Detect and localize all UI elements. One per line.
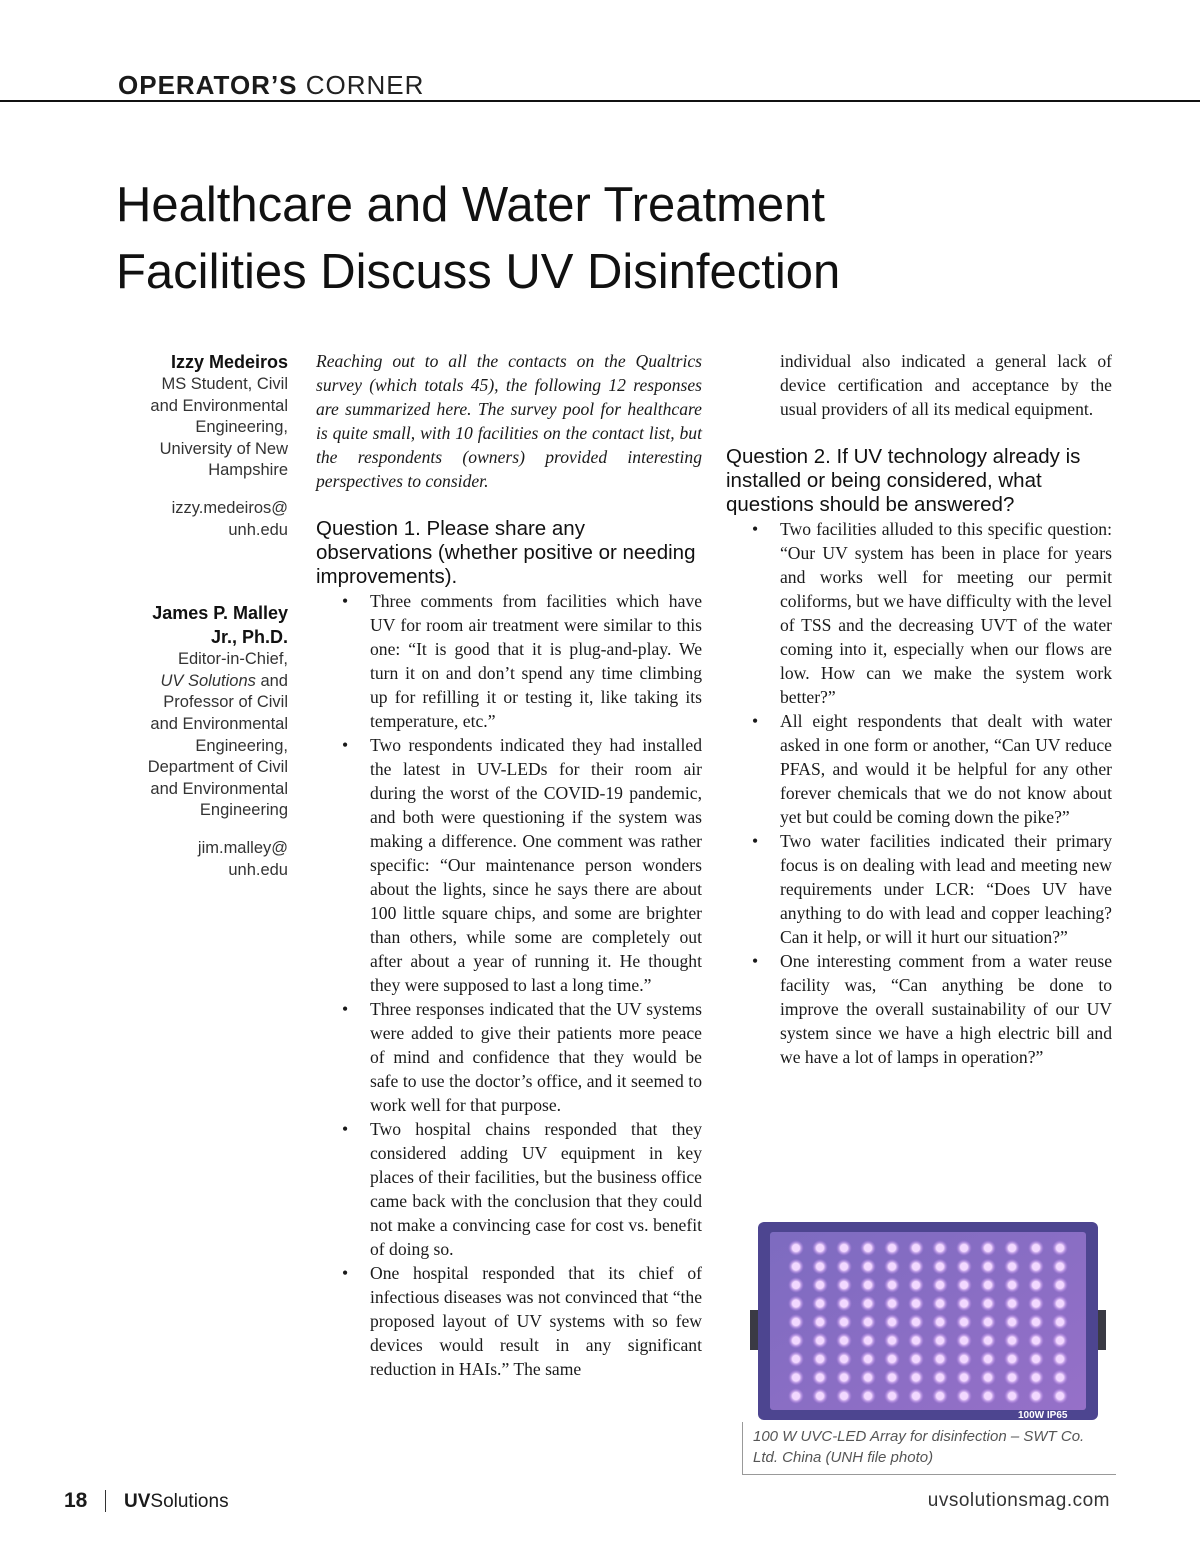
led-chip [1056, 1318, 1063, 1325]
author-2 [100, 601, 288, 881]
section-header-light: CORNER [305, 70, 425, 100]
led-chip [888, 1300, 895, 1307]
list-item: • One interesting comment from a water reuse facility was, “Can anything be done to improve the overall sustainability of our UV system since we have a high electric bill and we have a lot of lamps in operation?” [726, 949, 1112, 1069]
led-chip [840, 1392, 847, 1399]
led-chip [984, 1300, 991, 1307]
author-1-name: Izzy Medeiros [170, 352, 288, 372]
magazine-name [124, 1491, 229, 1513]
list-item: • Two hospital chains responded that they considered adding UV equipment in key places of their facilities, but the business office came back with the conclusion that they could not make a convincing case for cost vs. benefit of doing so. [316, 1117, 702, 1261]
led-chip [1032, 1244, 1039, 1251]
led-chip [1008, 1300, 1015, 1307]
led-chip [1032, 1281, 1039, 1288]
panel-label: 100W IP65 [1018, 1410, 1068, 1421]
led-chip [912, 1318, 919, 1325]
led-chip [840, 1318, 847, 1325]
led-chip [912, 1374, 919, 1381]
author-2-affiliation-line: and Environmental [150, 714, 288, 733]
led-chip [984, 1318, 991, 1325]
led-chip [1056, 1374, 1063, 1381]
led-chip [912, 1392, 919, 1399]
led-chip [888, 1374, 895, 1381]
led-chip [1056, 1300, 1063, 1307]
led-chip [960, 1374, 967, 1381]
led-chip [936, 1300, 943, 1307]
magazine-url[interactable]: uvsolutionsmag.com [927, 1490, 1110, 1511]
led-chip [1008, 1318, 1015, 1325]
led-chip [1056, 1263, 1063, 1270]
led-chip [816, 1300, 823, 1307]
author-1-email-line[interactable]: unh.edu [228, 520, 288, 539]
led-chip [936, 1281, 943, 1288]
list-item: • Two respondents indicated they had installed the latest in UV-LEDs for their room air during the worst of the COVID-19 pandemic, and both were questioning if the system was making a difference. One comment was rather specific: “Our maintenance person wonders about the lights, since he says there are about 100 little square chips, and some are brighter than others, while some are completely out after about a year of running it. He thought they were supposed to last a long time.” [316, 733, 702, 997]
led-chip [816, 1337, 823, 1344]
led-chip [1056, 1337, 1063, 1344]
led-chip [1032, 1355, 1039, 1362]
author-sidebar [100, 350, 288, 899]
author-1-affiliation-line: Engineering, [195, 418, 288, 437]
led-chip [1008, 1392, 1015, 1399]
led-chip [792, 1337, 799, 1344]
led-chip [864, 1374, 871, 1381]
led-chip [816, 1263, 823, 1270]
author-2-email[interactable] [100, 838, 288, 881]
led-chip [984, 1263, 991, 1270]
led-chip [864, 1337, 871, 1344]
led-chip [984, 1374, 991, 1381]
led-chip [912, 1337, 919, 1344]
led-chip [864, 1244, 871, 1251]
magazine-name-light: Solutions [150, 1491, 229, 1512]
led-chip [840, 1355, 847, 1362]
led-chip [864, 1392, 871, 1399]
magazine-name-bold: UV [124, 1491, 151, 1512]
led-chip [984, 1337, 991, 1344]
section-header-bold: OPERATOR’S [118, 70, 298, 100]
led-chip [1056, 1392, 1063, 1399]
header-rule [0, 100, 1200, 102]
author-1 [100, 350, 288, 541]
author-2-affiliation-line: and Environmental [150, 779, 288, 798]
led-chip [1008, 1281, 1015, 1288]
led-chip [1032, 1374, 1039, 1381]
led-chip [912, 1281, 919, 1288]
led-chip [960, 1355, 967, 1362]
led-panel-illustration [748, 1220, 1108, 1422]
led-chip [840, 1374, 847, 1381]
led-chip [888, 1263, 895, 1270]
led-chip [792, 1244, 799, 1251]
led-chip [960, 1300, 967, 1307]
footer-divider [105, 1490, 106, 1512]
led-chip [864, 1281, 871, 1288]
author-2-email-line[interactable]: jim.malley@ [197, 838, 288, 857]
led-chip [888, 1244, 895, 1251]
list-item: • All eight respondents that dealt with water asked in one form or another, “Can UV reduce PFAS, and would it be helpful for any other forever chemicals that we do not know about yet but could be coming down the pike?” [726, 709, 1112, 829]
author-1-email[interactable] [100, 498, 288, 541]
question-2-heading: Question 2. If UV technology already is installed or being considered, what questions should be answered? [726, 445, 1081, 516]
led-chip [912, 1300, 919, 1307]
led-chip [816, 1392, 823, 1399]
article-title [116, 172, 1116, 306]
led-chip [960, 1244, 967, 1251]
led-chip [840, 1263, 847, 1270]
led-chip [960, 1392, 967, 1399]
author-2-email-line[interactable]: unh.edu [228, 860, 288, 879]
led-chip [888, 1281, 895, 1288]
author-2-publication: UV Solutions [160, 671, 256, 690]
led-chip [1032, 1392, 1039, 1399]
question-1-heading: Question 1. Please share any observations (whether positive or needing improvements). [316, 517, 696, 588]
led-chip [840, 1281, 847, 1288]
led-chip [984, 1392, 991, 1399]
led-chip [888, 1337, 895, 1344]
author-2-affiliation-line: Editor-in-Chief, [177, 650, 288, 669]
uvc-led-array-photo [748, 1220, 1108, 1422]
led-chip [888, 1392, 895, 1399]
led-chip [984, 1281, 991, 1288]
led-chip [816, 1374, 823, 1381]
led-chip [1008, 1263, 1015, 1270]
list-item: • Three comments from facilities which have UV for room air treatment were similar to this one: “It is good that it is plug-and-play. We turn it on and don’t spend any time climbing up for refilling it or testing it, like taking its temperature, etc.” [316, 589, 702, 733]
led-chip [1008, 1374, 1015, 1381]
led-chip [1008, 1244, 1015, 1251]
led-chip [936, 1392, 943, 1399]
led-chip [960, 1337, 967, 1344]
question-1-list [316, 589, 702, 1381]
led-chip [912, 1244, 919, 1251]
led-chip [864, 1263, 871, 1270]
led-chip [1056, 1281, 1063, 1288]
led-chip [792, 1300, 799, 1307]
led-chip [1008, 1337, 1015, 1344]
led-chip [792, 1392, 799, 1399]
led-chip [984, 1355, 991, 1362]
led-chip [840, 1244, 847, 1251]
led-chip [864, 1355, 871, 1362]
led-chip [792, 1318, 799, 1325]
led-chip [912, 1263, 919, 1270]
led-chip [936, 1244, 943, 1251]
author-1-email-line[interactable]: izzy.medeiros@ [171, 498, 288, 517]
author-1-affiliation-line: Hampshire [208, 461, 288, 480]
led-chip [1056, 1355, 1063, 1362]
led-chip [888, 1318, 895, 1325]
intro-paragraph: Reaching out to all the contacts on the Qualtrics survey (which totals 45), the following 12 responses are summarized here. The survey pool for healthcare is quite small, with 10 facilities on the contact list, but the respondents (owners) provided interesting perspectives to consider. [316, 351, 702, 491]
column-right [726, 349, 1112, 1069]
list-item: • Two facilities alluded to this specific question: “Our UV system has been in place for years and works well for meeting our permit coliforms, but we have difficulty with the level of TSS and the decreasing UVT of the water coming into it, especially when our flows are low. How can we make the system work better?” [726, 517, 1112, 709]
led-chip [792, 1374, 799, 1381]
question-1-continuation: individual also indicated a general lack of device certification and acceptance by the usual providers of all its medical equipment. [780, 351, 1112, 419]
photo-caption: 100 W UVC-LED Array for disinfection – SWT Co. Ltd. China (UNH file photo) [742, 1422, 1116, 1475]
list-item: • Two water facilities indicated their primary focus is on dealing with lead and meeting new requirements under LCR: “Does UV have anything to do with lead and copper leaching? Can it help, or will it hurt our situation?” [726, 829, 1112, 949]
author-2-affiliation-line: Engineering, [195, 736, 288, 755]
column-middle [316, 349, 702, 1381]
led-chip [936, 1355, 943, 1362]
author-1-affiliation-line: MS Student, Civil [161, 375, 288, 393]
led-chip [816, 1318, 823, 1325]
led-chip [960, 1263, 967, 1270]
author-2-affiliation-line [100, 671, 288, 693]
author-2-name: James P. Malley [152, 603, 288, 624]
led-chip [816, 1244, 823, 1251]
led-chip [864, 1318, 871, 1325]
led-chip [912, 1355, 919, 1362]
led-chip [936, 1263, 943, 1270]
author-2-affiliation-text: and [255, 671, 288, 690]
led-chip [936, 1374, 943, 1381]
led-chip [1032, 1318, 1039, 1325]
led-chip [936, 1337, 943, 1344]
led-chip [840, 1300, 847, 1307]
led-chip [792, 1263, 799, 1270]
led-chip [1032, 1263, 1039, 1270]
led-chip [792, 1281, 799, 1288]
list-item: • Three responses indicated that the UV systems were added to give their patients more peace of mind and confidence that they would be safe to use the doctor’s office, and it seemed to work well for that purpose. [316, 997, 702, 1117]
page-number: 18 [64, 1489, 88, 1512]
author-1-affiliation-line: University of New [159, 439, 288, 458]
led-chip [864, 1300, 871, 1307]
led-chip [1032, 1337, 1039, 1344]
title-line-1: Healthcare and Water Treatment [116, 178, 826, 232]
section-header [118, 70, 424, 101]
question-2-list [726, 517, 1112, 1069]
title-line-2: Facilities Discuss UV Disinfection [116, 245, 841, 299]
author-2-affiliation-line: Department of Civil [147, 758, 288, 777]
author-2-affiliation-line: Engineering [199, 801, 288, 820]
led-chip [960, 1318, 967, 1325]
led-chip [840, 1337, 847, 1344]
author-2-name: Jr., Ph.D. [210, 627, 288, 648]
author-2-affiliation-line: Professor of Civil [163, 693, 288, 712]
led-chip [816, 1281, 823, 1288]
list-item: • One hospital responded that its chief of infectious diseases was not convinced that “the proposed layout of UV systems with so few devices would result in any significant reduction in HAIs.” The same [316, 1261, 702, 1381]
led-chip [792, 1355, 799, 1362]
led-chip [816, 1355, 823, 1362]
led-chip [888, 1355, 895, 1362]
led-chip [960, 1281, 967, 1288]
led-chip [1032, 1300, 1039, 1307]
led-chip [936, 1318, 943, 1325]
led-chip [1008, 1355, 1015, 1362]
led-chip [984, 1244, 991, 1251]
author-1-affiliation-line: and Environmental [150, 396, 288, 415]
led-chip [1056, 1244, 1063, 1251]
